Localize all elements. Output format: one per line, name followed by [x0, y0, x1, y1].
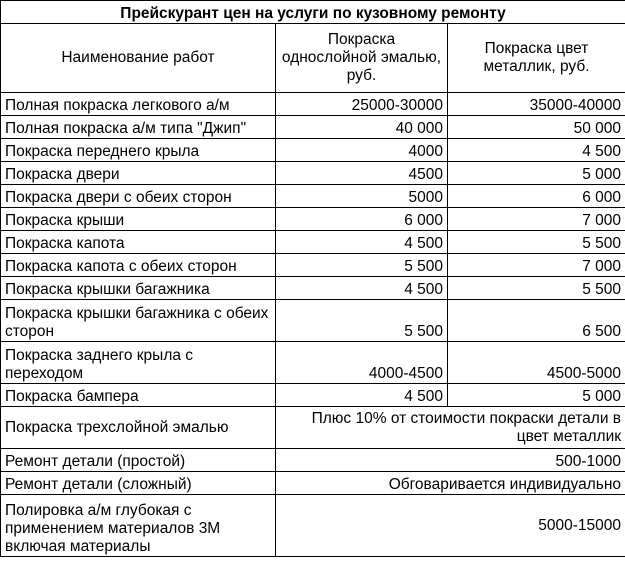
- table-row: [1, 254, 625, 277]
- price-single: 4000-4500: [276, 342, 448, 384]
- header-single-layer: Покраска однослойной эмалью, руб.: [276, 24, 448, 93]
- price-metallic: 5 500: [448, 277, 625, 300]
- work-name: Ремонт детали (сложный): [1, 472, 276, 495]
- price-single: 5 500: [276, 300, 448, 342]
- work-name: Ремонт детали (простой): [1, 449, 276, 472]
- price-single: 6 000: [276, 208, 448, 231]
- table-row: [1, 342, 625, 384]
- price-single: 40 000: [276, 116, 448, 139]
- price-metallic: 5 500: [448, 231, 625, 254]
- work-name: Покраска двери с обеих сторон: [1, 185, 276, 208]
- price-metallic: 50 000: [448, 116, 625, 139]
- table-row: [1, 139, 625, 162]
- price-metallic: 5 000: [448, 162, 625, 185]
- price-single: 4 500: [276, 384, 448, 407]
- price-single: 4500: [276, 162, 448, 185]
- table-row: [1, 93, 625, 116]
- work-name: Полная покраска легкового а/м: [1, 93, 276, 116]
- table-row: [1, 472, 625, 495]
- table-row: [1, 162, 625, 185]
- work-name: Покраска трехслойной эмалью: [1, 407, 276, 449]
- work-name: Покраска двери: [1, 162, 276, 185]
- work-name: Покраска переднего крыла: [1, 139, 276, 162]
- work-name: Покраска крышки багажника с обеих сторон: [1, 300, 276, 342]
- price-single: 25000-30000: [276, 93, 448, 116]
- work-name: Покраска крыши: [1, 208, 276, 231]
- table-row: [1, 116, 625, 139]
- header-row: [1, 24, 625, 93]
- price-merged: Плюс 10% от стоимости покраски детали в цвет металлик: [276, 407, 625, 449]
- table-row: [1, 407, 625, 449]
- price-merged: 500-1000: [276, 449, 625, 472]
- price-single: 5000: [276, 185, 448, 208]
- table-title: Прейскурант цен на услуги по кузовному ремонту: [1, 1, 625, 24]
- price-metallic: 7 000: [448, 254, 625, 277]
- work-name: Покраска крышки багажника: [1, 277, 276, 300]
- price-merged: Обговаривается индивидуально: [276, 472, 625, 495]
- table-row: [1, 277, 625, 300]
- price-metallic: 6 500: [448, 300, 625, 342]
- table-row: [1, 495, 625, 557]
- price-merged: 5000-15000: [276, 495, 625, 557]
- price-single: 4 500: [276, 277, 448, 300]
- price-metallic: 35000-40000: [448, 93, 625, 116]
- table-row: [1, 384, 625, 407]
- price-single: 4 500: [276, 231, 448, 254]
- work-name: Покраска капота: [1, 231, 276, 254]
- work-name: Полная покраска а/м типа "Джип": [1, 116, 276, 139]
- table-row: [1, 208, 625, 231]
- work-name: Покраска заднего крыла с переходом: [1, 342, 276, 384]
- header-metallic: Покраска цвет металлик, руб.: [448, 24, 625, 93]
- table-row: [1, 300, 625, 342]
- work-name: Полировка а/м глубокая с применением материалов 3М включая материалы: [1, 495, 276, 557]
- price-metallic: 4500-5000: [448, 342, 625, 384]
- price-single: 5 500: [276, 254, 448, 277]
- price-metallic: 7 000: [448, 208, 625, 231]
- table-row: [1, 231, 625, 254]
- table-row: [1, 449, 625, 472]
- work-name: Покраска бампера: [1, 384, 276, 407]
- table-row: [1, 185, 625, 208]
- header-work: Наименование работ: [1, 24, 276, 93]
- price-metallic: 5 000: [448, 384, 625, 407]
- price-single: 4000: [276, 139, 448, 162]
- price-metallic: 6 000: [448, 185, 625, 208]
- title-row: [1, 1, 625, 24]
- price-metallic: 4 500: [448, 139, 625, 162]
- work-name: Покраска капота с обеих сторон: [1, 254, 276, 277]
